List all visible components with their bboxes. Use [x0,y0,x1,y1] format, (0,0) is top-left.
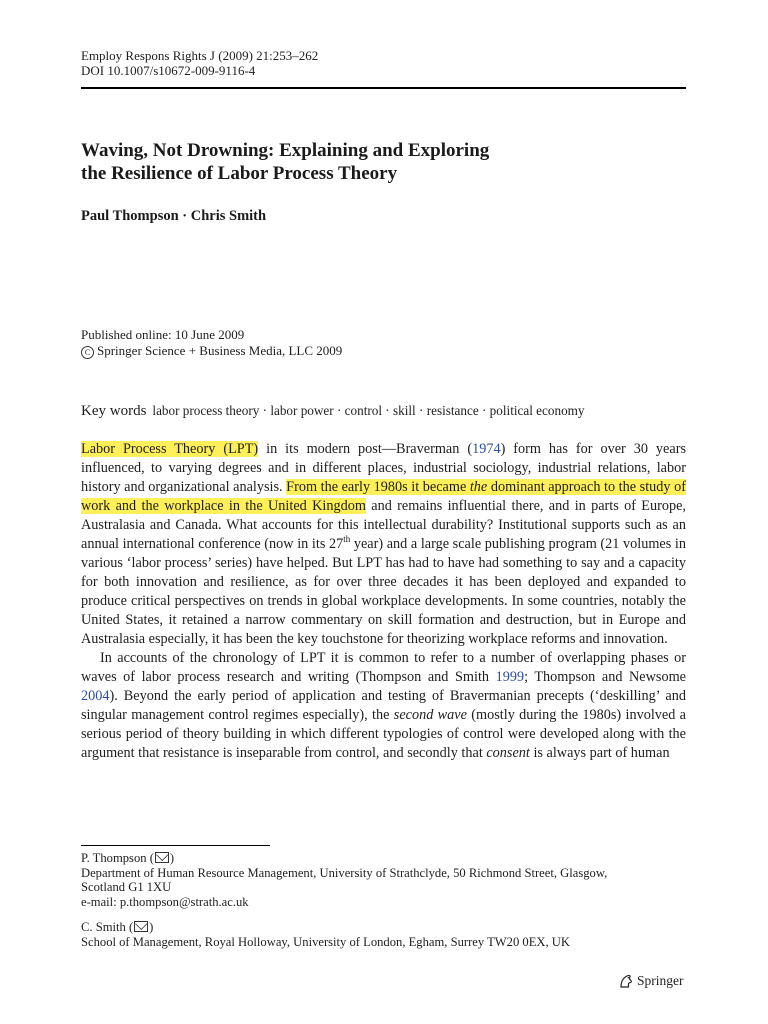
text-run: (mostly during the 1980s) involved a serious period of theory building in which different typologies of control were developed along with the argument that resistance is inseparable from control, and secondly that [81,707,686,761]
superscript: th [343,534,351,544]
title-line-2: the Resilience of Labor Process Theory [81,163,398,184]
author-2-dept: School of Management, Royal Holloway, University of London, Egham, Surrey TW20 0EX, UK [81,934,570,949]
emphasis: second wave [393,707,467,723]
author-1-email[interactable]: e-mail: p.thompson@strath.ac.uk [81,894,249,909]
author-name-text: P. Thompson ( [81,851,154,865]
emphasis: the [469,479,488,495]
springer-horse-icon [618,973,634,989]
author-2-affiliation [81,920,570,949]
citation-link[interactable]: 1974 [472,441,501,457]
envelope-icon[interactable] [134,921,148,932]
article-title [81,139,681,185]
highlight-2: From the early 1980s it became [286,479,470,495]
paragraph-2 [81,649,686,763]
title-line-1: Waving, Not Drowning: Explaining and Exploring [81,140,490,161]
copyright-line [81,343,342,359]
text-run: in its modern post—Braverman ( [258,441,473,457]
doi: DOI 10.1007/s10672-009-9116-4 [81,63,256,78]
citation-link[interactable]: 2004 [81,688,110,704]
text-run: is always part of human [529,745,670,761]
highlight-2-emphasis [470,479,487,495]
text-run: ). Beyond the early period of application and testing of Bravermanian precepts (‘deskilling’ and singular management control regimes especially), the [81,688,686,723]
citation-link[interactable]: 1999 [495,669,525,685]
keywords-label: Key words [81,403,147,419]
author-1-address: Scotland G1 1XU [81,880,172,894]
highlight-1: Labor Process Theory (LPT) [81,441,259,457]
authors: Paul Thompson · Chris Smith [81,208,267,224]
journal-citation: Employ Respons Rights J (2009) 21:253–262 [81,48,319,63]
text-run: ) form has for over 30 years influenced, to varying degrees and in different places, industrial sociology, industrial relations, labor history and organizational analysis. [81,441,687,495]
keywords [81,403,585,420]
published-date: Published online: 10 June 2009 [81,327,245,342]
copyright-text: Springer Science + Business Media, LLC 2009 [97,342,343,358]
author-1-dept: Department of Human Resource Management, University of Strathclyde, 50 Richmond Street, Glasgow, [81,865,608,880]
author-2-name [81,920,570,935]
keywords-list: labor process theory · labor power · control · skill · resistance · political economy [152,403,585,418]
text-run: year) and a large scale publishing program (21 volumes in various ‘labor process’ series) have helped. But LPT has had to have had something to say and a capacity for both innovation and resilience, as for over three decades it has been deployed and expanded to produce critical perspectives on trends in global workplace developments. In some countries, notably the United States, it retained a narrow commentary on skill formation and destruction, but in Europe and Australasia especially, it has been the key touchstone for theorizing workplace reforms and innovation. [81,536,686,647]
header-rule [81,87,686,89]
footnote-rule [81,845,270,846]
highlight-3: dominant approach to the study of work and the workplace in the United Kingdom [81,479,686,514]
author-1-affiliation [81,851,607,909]
emphasis: consent [486,745,530,761]
body-text [81,440,686,763]
envelope-icon[interactable] [155,852,169,863]
paren-close: ) [149,920,154,934]
author-1-name [81,851,607,866]
publication-info [81,327,342,359]
paren-close: ) [169,851,175,865]
publisher-logo [618,973,684,989]
author-name-text: C. Smith ( [81,920,134,934]
copyright-icon: C [81,346,94,359]
journal-header [81,48,318,78]
text-run: ; Thompson and Newsome [524,669,686,685]
paragraph-1 [81,440,686,649]
text-run: In accounts of the chronology of LPT it is common to refer to a number of overlapping phases or waves of labor process research and writing (Thompson and Smith [81,650,686,685]
publisher-name: Springer [637,973,684,988]
text-run: and remains influential there, and in parts of Europe, Australasia and Canada. What accounts for this intellectual durability? Institutional supports such as an annual international conference (now in its 27 [81,498,686,552]
